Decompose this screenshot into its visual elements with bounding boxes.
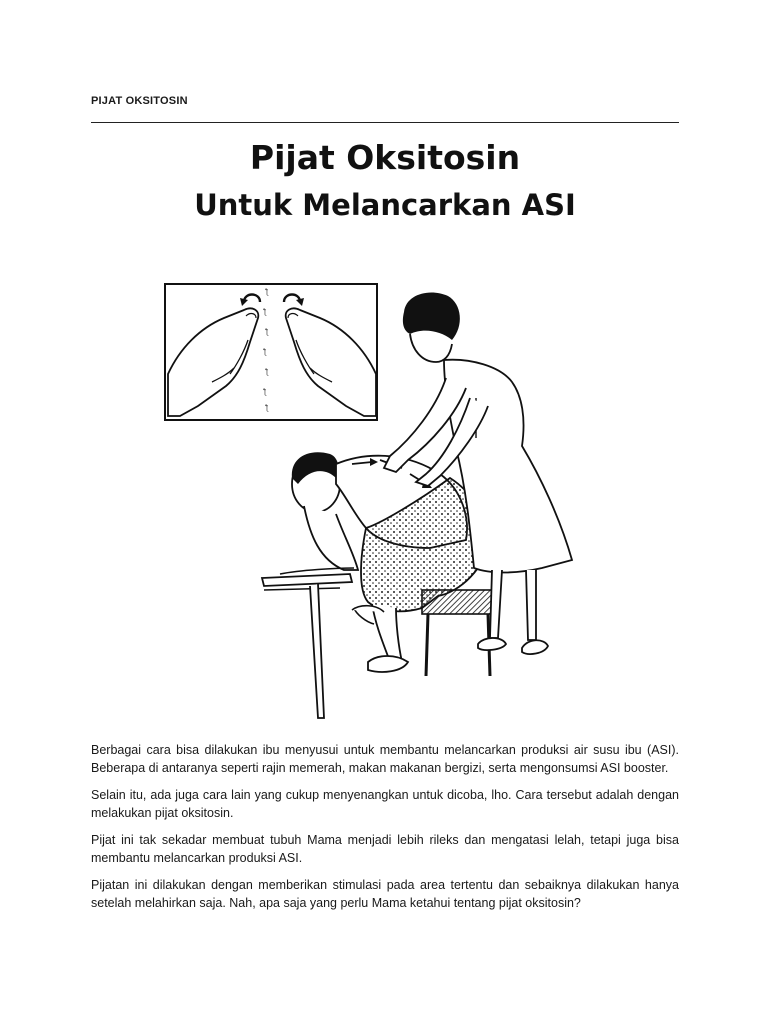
thumb-technique-inset [165, 284, 377, 420]
paragraph-2: Selain itu, ada juga cara lain yang cukup menyenangkan untuk dicoba, lho. Cara tersebut adalah dengan melakukan pijat oksitosin. [91, 788, 679, 820]
svg-text:ƪ: ƪ [266, 368, 269, 376]
stool [422, 590, 494, 676]
title-main: Pijat Oksitosin [249, 138, 521, 177]
massage-illustration [140, 278, 600, 728]
svg-text:ƪ: ƪ [264, 388, 267, 396]
article-body [91, 742, 679, 922]
svg-text:ƪ: ƪ [264, 348, 267, 356]
svg-text:ƪ: ƪ [266, 328, 269, 336]
table [262, 574, 352, 718]
seated-mother [280, 452, 488, 672]
svg-text:ƪ: ƪ [266, 404, 269, 412]
paragraph-1: Berbagai cara bisa dilakukan ibu menyusui untuk membantu melancarkan produksi air susu ibu (ASI). Beberapa di antaranya seperti rajin memerah, makan makanan bergizi, serta mengonsumsi ASI booster. [91, 743, 679, 775]
paragraph-4: Pijatan ini dilakukan dengan memberikan stimulasi pada area tertentu dan sebaiknya dilakukan hanya setelah melahirkan saja. Nah, apa saja yang perlu Mama ketahui tentang pijat oksitosin? [91, 878, 679, 910]
svg-text:ƪ: ƪ [266, 288, 269, 296]
header-label: PIJAT OKSITOSIN [91, 95, 188, 107]
paragraph-3: Pijat ini tak sekadar membuat tubuh Mama menjadi lebih rileks dan mengatasi lelah, tetapi juga bisa membantu melancarkan produksi ASI. [91, 833, 679, 865]
title-subtitle: Untuk Melancarkan ASI [194, 188, 576, 222]
svg-text:ƪ: ƪ [264, 308, 267, 316]
title-block [91, 132, 679, 226]
header-divider [91, 122, 679, 123]
